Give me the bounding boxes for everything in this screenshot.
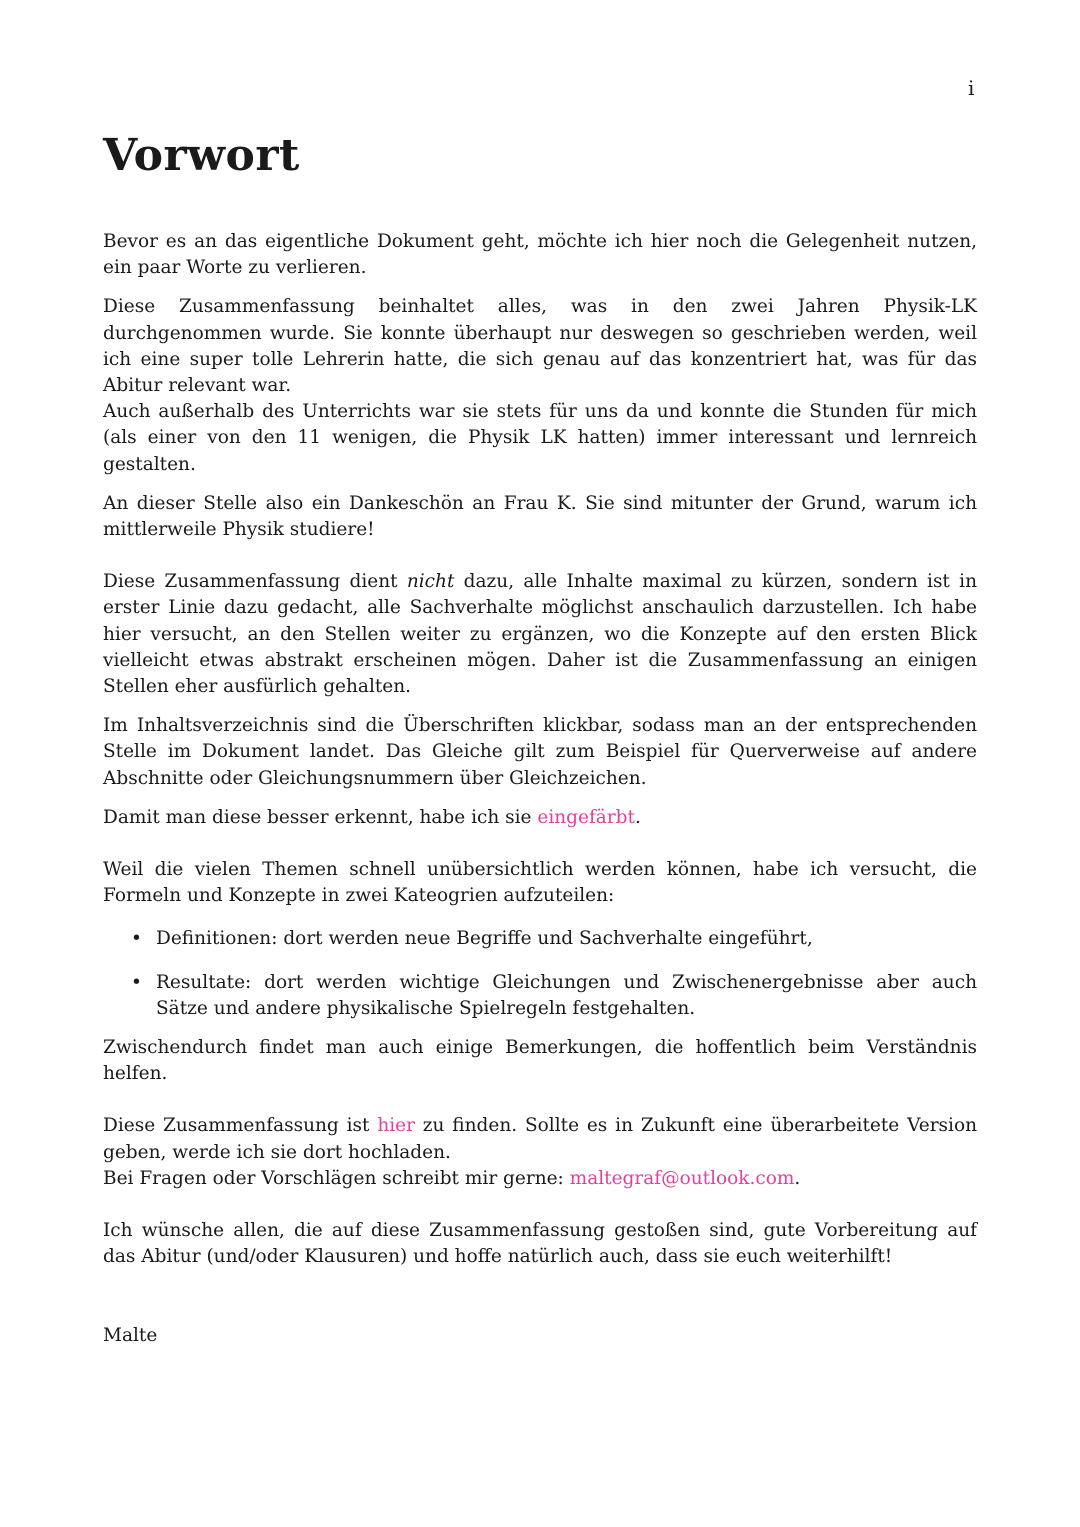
hier-link[interactable]: hier (377, 1115, 415, 1137)
page-number: i (968, 76, 975, 100)
paragraph-wishes: Ich wünsche allen, die auf diese Zusammenfassung gestoßen sind, gute Vorbereitung auf das Abitur (und/oder Klausuren) und hoffe natürlich auch, dass sie euch weiterhilft! (103, 1220, 977, 1268)
chapter-title: Vorwort (103, 130, 300, 181)
emphasis-nicht: nicht (406, 571, 455, 593)
paragraph-intro: Bevor es an das eigentliche Dokument geht, möchte ich hier noch die Gelegenheit nutzen, ein paar Worte zu verlieren. (103, 231, 977, 279)
paragraph-colored-end: . (634, 806, 641, 828)
paragraph-teacher-part-2: Auch außerhalb des Unterrichts war sie stets für uns da und konnte die Stunden für mich (als einer von den 11 wenigen, die Physik LK hatten) immer interessant und lernreich gestalten. (103, 401, 977, 475)
paragraph-colored-start: Damit man diese besser erkennt, habe ich sie (103, 806, 538, 828)
paragraph-teacher (103, 294, 977, 477)
paragraph-colored (103, 805, 977, 831)
preface-body (103, 229, 977, 1349)
paragraph-location-start: Diese Zusammenfassung ist (103, 1115, 378, 1137)
paragraph-purpose-end: dazu, alle Inhalte maximal zu kürzen, sondern ist in erster Linie dazu gedacht, alle Sachverhalte möglichst anschaulich darzustellen. Ich habe hier versucht, an den Stellen weiter zu ergänzen, wo die Konzepte auf den ersten Blick vielleicht etwas abstrakt erscheinen mögen. Daher ist die Zusammenfassung an einigen Stellen eher ausfürlich gehalten. (103, 571, 977, 698)
category-list (103, 926, 977, 1022)
signature: Malte (103, 1324, 158, 1346)
paragraph-purpose-start: Diese Zusammenfassung dient (103, 571, 407, 593)
paragraph-contact-start: Bei Fragen oder Vorschlägen schreibt mir gerne: (103, 1167, 570, 1189)
paragraph-purpose (103, 569, 977, 700)
paragraph-toc: Im Inhaltsverzeichnis sind die Überschriften klickbar, sodass man an der entsprechenden Stelle im Dokument landet. Das Gleiche gilt zum Beispiel für Querverweise auf andere Abschnitte oder Gleichungsnummern über Gleichzeichen. (103, 715, 977, 789)
email-link[interactable]: maltegraf@outlook.com (569, 1167, 795, 1189)
paragraph-categories: Weil die vielen Themen schnell unübersichtlich werden können, habe ich versucht, die Formeln und Konzepte in zwei Kateogrien aufzuteilen: (103, 859, 977, 907)
list-item (103, 926, 977, 952)
bullet-icon: • (131, 971, 142, 993)
list-item-text: Definitionen: dort werden neue Begriffe und Sachverhalte eingeführt, (156, 928, 813, 950)
paragraph-teacher-part-1: Diese Zusammenfassung beinhaltet alles, was in den zwei Jahren Physik-LK durchgenommen wurde. Sie konnte überhaupt nur deswegen so geschrieben werden, weil ich eine super tolle Lehrerin hatte, die sich genau auf das konzentriert hat, was für das Abitur relevant war. (103, 296, 977, 397)
paragraph-contact-end: . (794, 1167, 801, 1189)
list-item-text: Resultate: dort werden wichtige Gleichungen und Zwischenergebnisse aber auch Sätze und andere physikalische Spielregeln festgehalten. (156, 971, 977, 1019)
paragraph-location (103, 1113, 977, 1192)
paragraph-remarks: Zwischendurch findet man auch einige Bemerkungen, die hoffentlich beim Verständnis helfen. (103, 1037, 977, 1085)
bullet-icon: • (131, 928, 142, 950)
eingefaerbt-link[interactable]: eingefärbt (537, 806, 635, 828)
list-item (103, 970, 977, 1022)
paragraph-thanks: An dieser Stelle also ein Dankeschön an Frau K. Sie sind mitunter der Grund, warum ich mittlerweile Physik studiere! (103, 492, 977, 541)
paragraph-location-end: zu finden. Sollte es in Zukunft eine überarbeitete Version geben, werde ich sie dort hochladen. (103, 1115, 978, 1163)
